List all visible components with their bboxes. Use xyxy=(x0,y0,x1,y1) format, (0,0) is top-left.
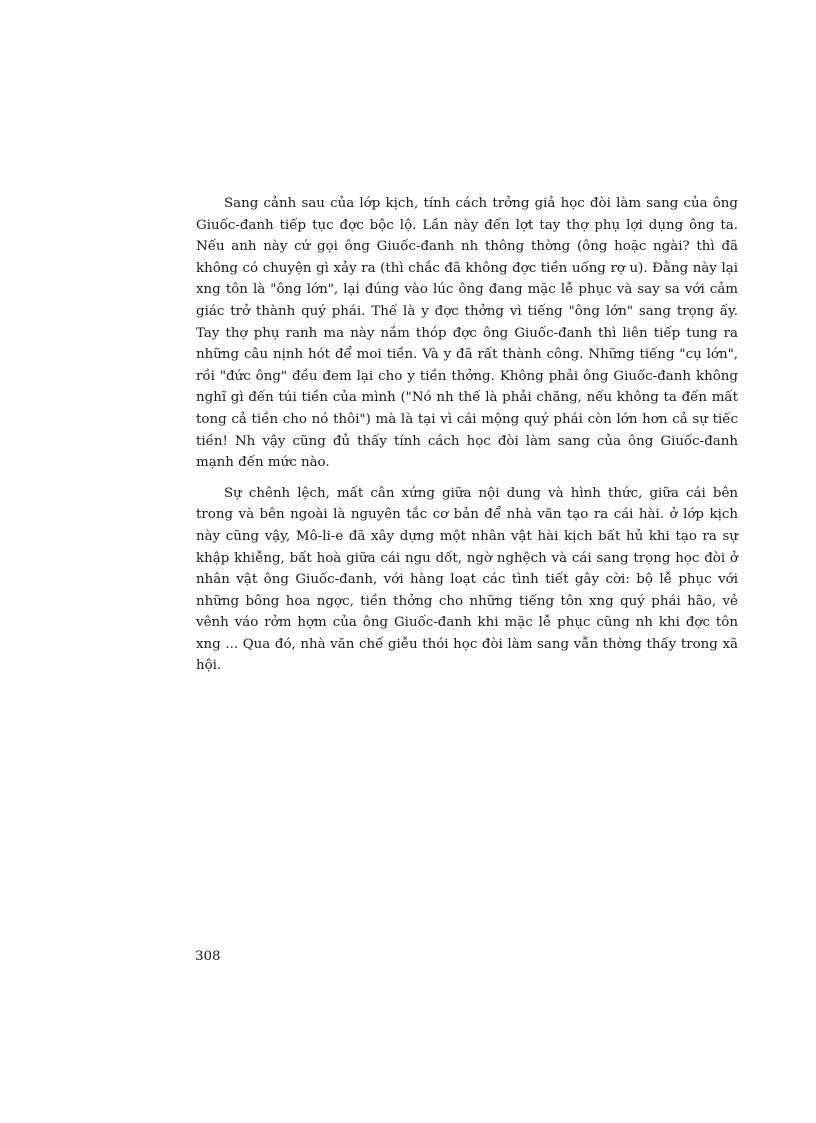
document-body xyxy=(196,193,738,677)
paragraph-2: Sự chênh lệch, mất cân xứng giữa nội dung và hình thức, giữa cái bên trong và bên ngoài là nguyên tắc cơ bản để nhà văn tạo ra cái hài. ở lớp kịch này cũng vậy, Mô-li-e đã xây dựng một nhân vật hài kịch bất hủ khi tạo ra sự khập khiễng, bất hoà giữa cái ngu dốt, ngờ nghệch và cái sang trọng học đòi ở nhân vật ông Giuốc-đanh, với hàng loạt các tình tiết gây cời: bộ lễ phục với những bông hoa ngợc, tiền thởng cho những tiếng tôn xng quý phái hão, vẻ vênh váo rởm hợm của ông Giuốc-đanh khi mặc lễ phục cũng nh khi đợc tôn xng ... Qua đó, nhà văn chế giễu thói học đòi làm sang vẫn thờng thấy trong xã hội. xyxy=(196,485,738,674)
paragraph-1: Sang cảnh sau của lớp kịch, tính cách trởng giả học đòi làm sang của ông Giuốc-đanh tiếp tục đợc bộc lộ. Lần này đến lợt tay thợ phụ lợi dụng ông ta. Nếu anh này cứ gọi ông Giuốc-đanh nh thông thờng (ông hoặc ngài? thì đã không có chuyện gì xảy ra (thì chắc đã không đợc tiền uống rợ u). Đằng này lại xng tôn là "ông lớn", lại đúng vào lúc ông đang mặc lễ phục và say sa với cảm giác trở thành quý phái. Thế là y đợc thởng vì tiếng "ông lớn" sang trọng ấy. Tay thợ phụ ranh ma này nắm thóp đợc ông Giuốc-đanh thì liên tiếp tung ra những câu nịnh hót để moi tiền. Và y đã rất thành công. Những tiếng "cụ lớn", rồi "đức ông" đều đem lại cho y tiền thởng. Không phải ông Giuốc-đanh không nghĩ gì đến túi tiền của mình ("Nó nh thế là phải chăng, nếu không ta đến mất tong cả tiền cho nó thôi") mà là tại vì cái mộng quý phái còn lớn hơn cả sự tiếc tiền! Nh vậy cũng đủ thấy tính cách học đòi làm sang của ông Giuốc-đanh mạnh đến mức nào. xyxy=(196,196,738,471)
page-number: 308 xyxy=(195,949,221,964)
